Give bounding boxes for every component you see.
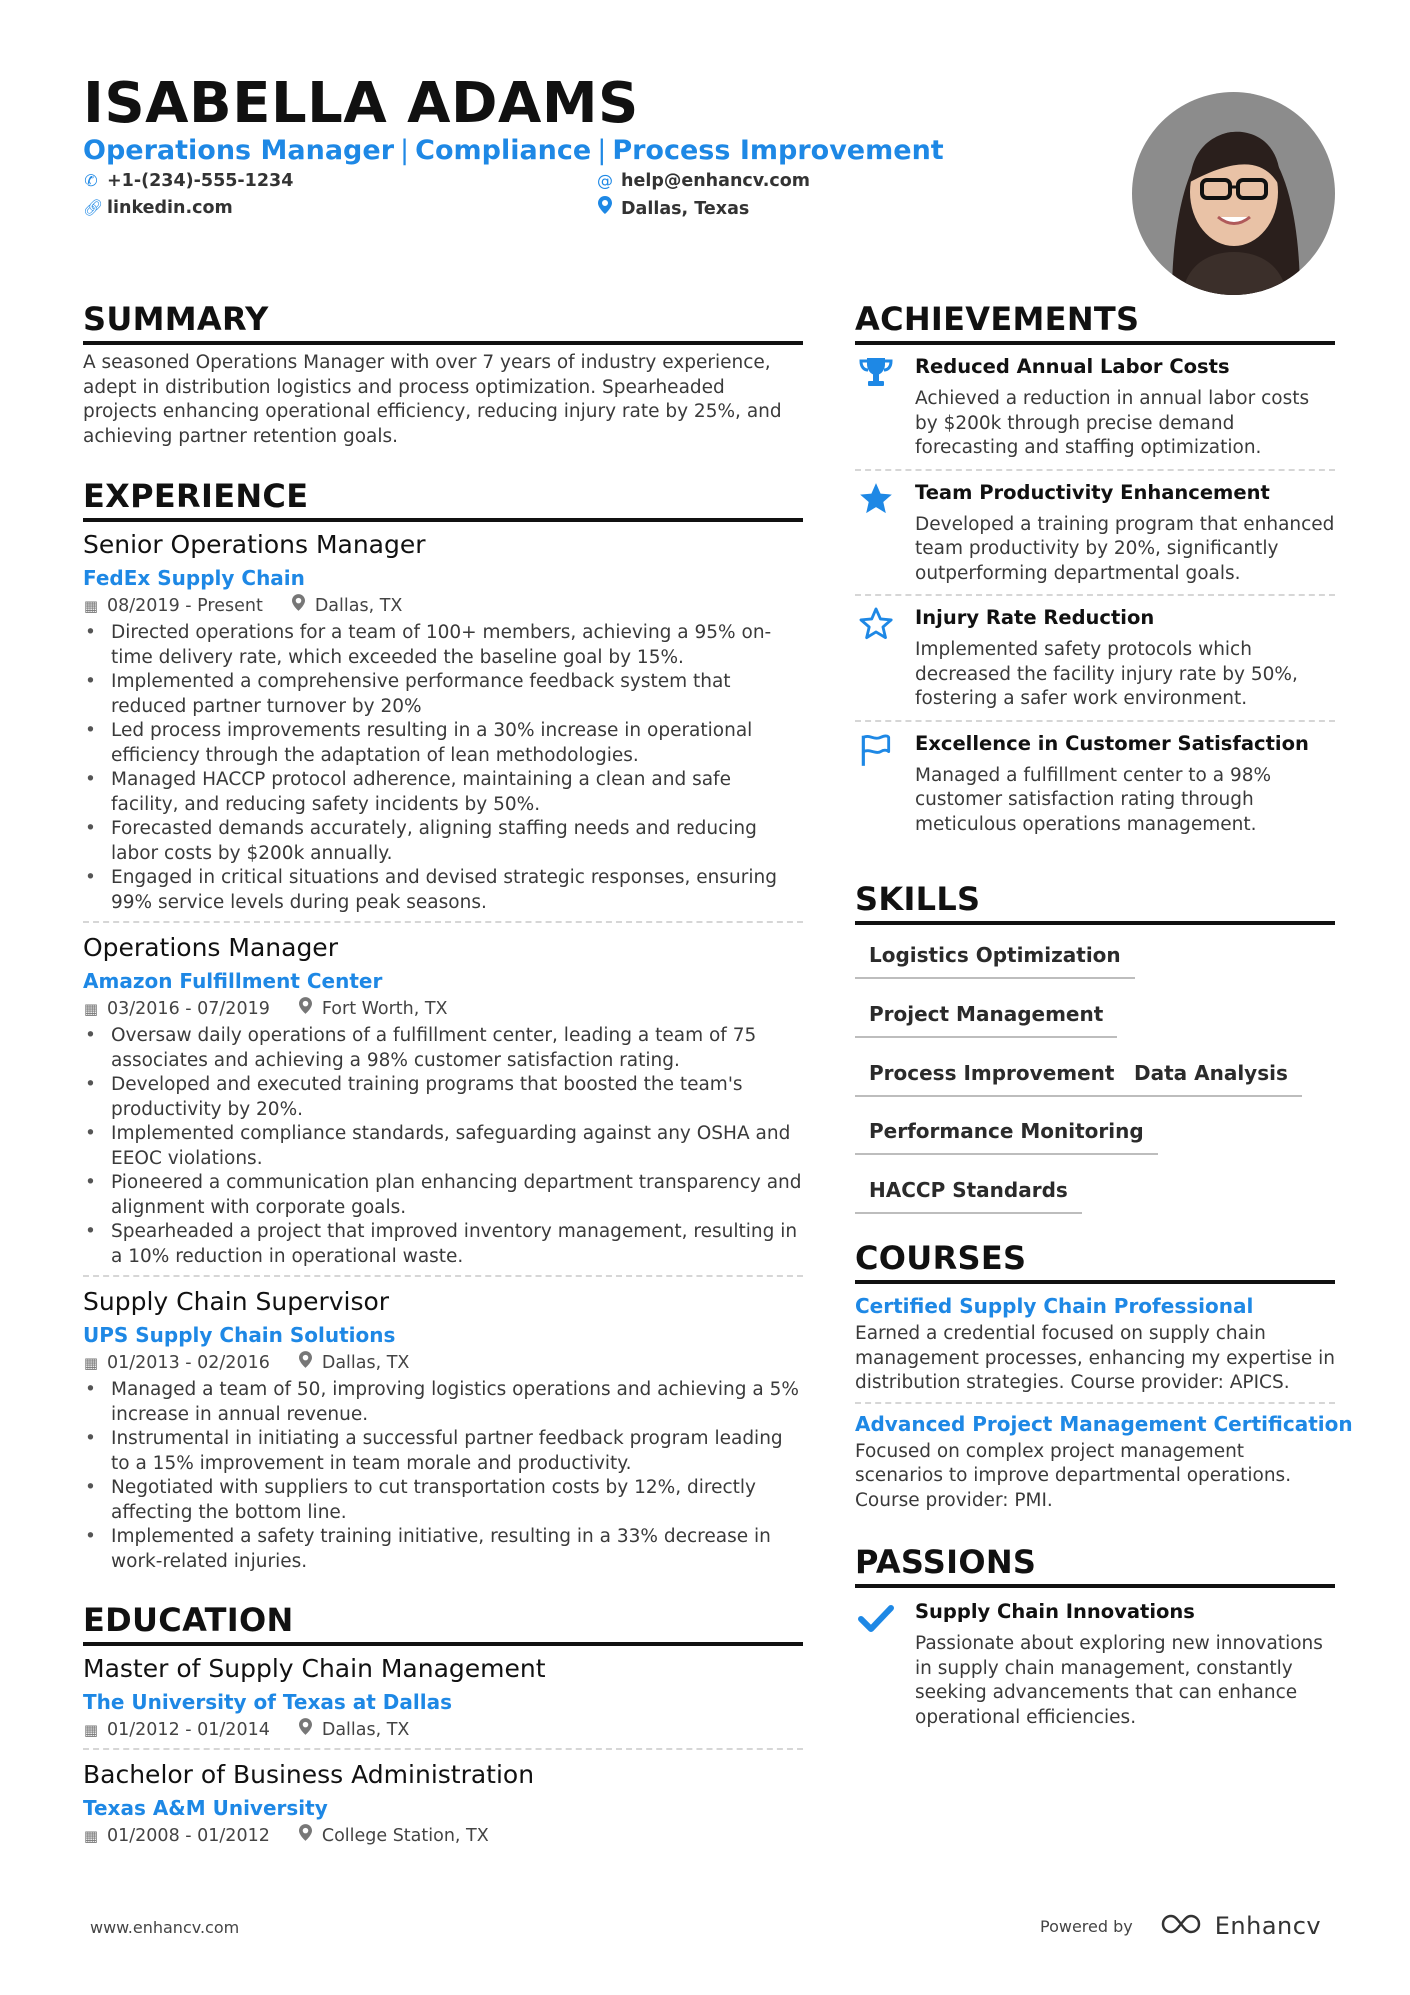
divider bbox=[855, 1402, 1335, 1404]
education-entry bbox=[83, 1652, 803, 1750]
contact-location: Dallas, Texas bbox=[597, 196, 749, 221]
bullet-item: • Managed a team of 50, improving logistics operations and achieving a 5% increase in annual revenue. bbox=[83, 1378, 803, 1427]
bullet-item: • Pioneered a communication plan enhancing department transparency and alignment with corporate goals. bbox=[83, 1171, 803, 1220]
job-dates: 08/2019 - Present bbox=[107, 596, 263, 616]
achievement-item bbox=[855, 730, 1335, 838]
job-location: Dallas, TX bbox=[314, 596, 403, 616]
education-location: Dallas, TX bbox=[321, 1720, 410, 1740]
job-bullets bbox=[83, 1378, 803, 1574]
footer-website[interactable]: www.enhancv.com bbox=[90, 1918, 240, 1937]
achievement-desc: Implemented safety protocols which decreased the facility injury rate by 50%, fostering a safer work environment. bbox=[915, 639, 1298, 709]
divider bbox=[855, 594, 1335, 596]
education-location: College Station, TX bbox=[321, 1826, 489, 1846]
job-meta bbox=[83, 997, 803, 1021]
skill-tag: Project Management bbox=[855, 1000, 1117, 1038]
section-title: EDUCATION bbox=[83, 1600, 803, 1646]
headline-item: Compliance bbox=[415, 135, 592, 166]
calendar-icon: ▦ bbox=[83, 1000, 99, 1018]
skill-tag: Process Improvement bbox=[855, 1059, 1128, 1097]
job-dates: 03/2016 - 07/2019 bbox=[107, 999, 270, 1019]
course-desc: Earned a credential focused on supply chain management processes, enhancing my expertise in distribution strategies. Course provider: APICS. bbox=[855, 1323, 1335, 1393]
achievement-item bbox=[855, 604, 1335, 722]
achievement-title: Team Productivity Enhancement bbox=[915, 480, 1270, 504]
bullet-item: • Engaged in critical situations and devised strategic responses, ensuring 99% service levels during peak seasons. bbox=[83, 866, 803, 915]
bullet-item: • Developed and executed training programs that boosted the team's productivity by 20%. bbox=[83, 1073, 803, 1122]
footer-branding bbox=[1040, 1912, 1321, 1940]
powered-by-label: Powered by bbox=[1040, 1916, 1133, 1936]
link-icon: 🔗︎ bbox=[83, 198, 104, 217]
profile-photo bbox=[1132, 92, 1335, 295]
divider bbox=[83, 921, 803, 923]
school: Texas A&M University bbox=[83, 1796, 328, 1820]
trophy-icon bbox=[855, 353, 897, 393]
course-title: Certified Supply Chain Professional bbox=[855, 1294, 1254, 1318]
job-role: Senior Operations Manager bbox=[83, 530, 426, 559]
skill-tag: Logistics Optimization bbox=[855, 941, 1135, 979]
education-entry bbox=[83, 1758, 803, 1848]
passion-item bbox=[855, 1598, 1335, 1730]
brand-name: Enhancv bbox=[1214, 1912, 1322, 1940]
contact-email[interactable]: @ help@enhancv.com bbox=[597, 171, 811, 191]
contact-phone: ✆ +1-(234)-555-1234 bbox=[84, 171, 294, 191]
course-item bbox=[855, 1292, 1335, 1404]
bullet-item: • Forecasted demands accurately, aligning staffing needs and reducing labor costs by $200k annually. bbox=[83, 817, 803, 866]
location-pin-icon bbox=[291, 594, 307, 618]
experience-section bbox=[83, 476, 803, 1574]
job-role: Supply Chain Supervisor bbox=[83, 1287, 390, 1316]
skill-tag: HACCP Standards bbox=[855, 1176, 1082, 1214]
section-title: EXPERIENCE bbox=[83, 476, 803, 522]
bullet-item: • Implemented a safety training initiative, resulting in a 33% decrease in work-related injuries. bbox=[83, 1525, 803, 1574]
education-dates: 01/2012 - 01/2014 bbox=[107, 1720, 270, 1740]
job-company: FedEx Supply Chain bbox=[83, 566, 305, 590]
job-bullets bbox=[83, 621, 803, 915]
achievement-desc: Achieved a reduction in annual labor costs by $200k through precise demand forecasting and staffing optimization. bbox=[915, 388, 1310, 458]
courses-section bbox=[855, 1238, 1353, 1513]
job-meta bbox=[83, 594, 803, 618]
degree: Bachelor of Business Administration bbox=[83, 1760, 535, 1789]
passions-section bbox=[855, 1542, 1335, 1730]
calendar-icon: ▦ bbox=[83, 1354, 99, 1372]
contact-linkedin[interactable]: 🔗︎ linkedin.com bbox=[83, 198, 233, 218]
job-location: Fort Worth, TX bbox=[321, 999, 448, 1019]
skills-section bbox=[855, 879, 1335, 1209]
achievements-section bbox=[855, 299, 1335, 837]
passion-title: Supply Chain Innovations bbox=[915, 1600, 1195, 1623]
achievement-desc: Managed a fulfillment center to a 98% customer satisfaction rating through meticulous operations management. bbox=[915, 764, 1272, 835]
candidate-name: ISABELLA ADAMS bbox=[83, 71, 639, 136]
location-pin-icon bbox=[298, 1718, 314, 1742]
section-title: COURSES bbox=[855, 1238, 1335, 1284]
achievement-title: Injury Rate Reduction bbox=[915, 606, 1155, 629]
job-role: Operations Manager bbox=[83, 933, 338, 962]
passion-desc: Passionate about exploring new innovations in supply chain management, constantly seeking advancements that can enhance operational efficiencies. bbox=[915, 1633, 1323, 1728]
achievement-title: Reduced Annual Labor Costs bbox=[915, 355, 1230, 378]
section-title: ACHIEVEMENTS bbox=[855, 299, 1335, 345]
job-location: Dallas, TX bbox=[321, 1353, 410, 1373]
skill-tag: Performance Monitoring bbox=[855, 1117, 1158, 1155]
bullet-item: • Implemented a comprehensive performance feedback system that reduced partner turnover by 20% bbox=[83, 670, 803, 719]
education-meta bbox=[83, 1718, 803, 1742]
bullet-item: • Implemented compliance standards, safeguarding against any OSHA and EEOC violations. bbox=[83, 1122, 803, 1171]
bullet-item: • Oversaw daily operations of a fulfillment center, leading a team of 75 associates and achieving a 98% customer satisfaction rating. bbox=[83, 1024, 803, 1073]
headline: Operations Manager | Compliance | Process Improvement bbox=[83, 135, 944, 166]
calendar-icon: ▦ bbox=[83, 597, 99, 615]
divider bbox=[855, 469, 1335, 471]
headline-item: Process Improvement bbox=[612, 135, 944, 166]
summary-section bbox=[83, 299, 803, 449]
location-pin-icon bbox=[298, 1351, 314, 1375]
calendar-icon: ▦ bbox=[83, 1721, 99, 1739]
at-icon: @ bbox=[597, 171, 613, 190]
divider bbox=[83, 1275, 803, 1277]
experience-entry bbox=[83, 528, 803, 923]
education-section bbox=[83, 1600, 803, 1848]
phone-icon: ✆ bbox=[84, 171, 98, 190]
job-dates: 01/2013 - 02/2016 bbox=[107, 1353, 270, 1373]
flag-icon bbox=[855, 730, 897, 770]
bullet-item: • Directed operations for a team of 100+ members, achieving a 95% on-time delivery rate, which exceeded the baseline goal by 15%. bbox=[83, 621, 803, 670]
job-meta bbox=[83, 1351, 803, 1375]
achievement-item bbox=[855, 353, 1335, 471]
star-filled-icon bbox=[855, 479, 897, 519]
checkmark-icon bbox=[855, 1598, 897, 1638]
bullet-item: • Negotiated with suppliers to cut transportation costs by 12%, directly affecting the bottom line. bbox=[83, 1476, 803, 1525]
achievement-title: Excellence in Customer Satisfaction bbox=[915, 731, 1309, 755]
location-pin-icon bbox=[298, 997, 314, 1021]
school: The University of Texas at Dallas bbox=[83, 1690, 452, 1714]
achievement-desc: Developed a training program that enhanced team productivity by 20%, significantly outperforming departmental goals. bbox=[915, 513, 1335, 584]
calendar-icon: ▦ bbox=[83, 1827, 99, 1845]
job-company: Amazon Fulfillment Center bbox=[83, 969, 383, 993]
summary-text: A seasoned Operations Manager with over 7 years of industry experience, adept in distribution logistics and process optimization. Spearheaded projects enhancing operational efficiency, reducing injury rate by 25%, and achieving partner retention goals. bbox=[83, 352, 782, 447]
bullet-item: • Managed HACCP protocol adherence, maintaining a clean and safe facility, and reducing safety incidents by 50%. bbox=[83, 768, 803, 817]
location-pin-icon bbox=[597, 196, 613, 221]
bullet-item: • Led process improvements resulting in a 30% increase in operational efficiency through the adaptation of lean methodologies. bbox=[83, 719, 803, 768]
section-title: SUMMARY bbox=[83, 299, 803, 345]
job-company: UPS Supply Chain Solutions bbox=[83, 1323, 396, 1347]
job-bullets bbox=[83, 1024, 803, 1269]
achievement-item bbox=[855, 479, 1335, 597]
experience-entry bbox=[83, 1285, 803, 1574]
bullet-item: • Instrumental in initiating a successful partner feedback program leading to a 15% improvement in team morale and productivity. bbox=[83, 1427, 803, 1476]
course-title: Advanced Project Management Certification bbox=[855, 1411, 1353, 1436]
education-meta bbox=[83, 1824, 803, 1848]
section-title: SKILLS bbox=[855, 879, 1335, 925]
skill-tag: Data Analysis bbox=[1120, 1059, 1302, 1097]
enhancv-logo-icon bbox=[1159, 1912, 1205, 1940]
section-title: PASSIONS bbox=[855, 1542, 1335, 1588]
headline-item: Operations Manager bbox=[83, 135, 395, 166]
divider bbox=[855, 720, 1335, 722]
course-desc: Focused on complex project management scenarios to improve departmental operations. Course provider: PMI. bbox=[855, 1440, 1292, 1511]
experience-entry bbox=[83, 931, 803, 1277]
degree: Master of Supply Chain Management bbox=[83, 1654, 546, 1683]
course-item bbox=[855, 1410, 1353, 1514]
star-outline-icon bbox=[855, 604, 897, 644]
bullet-item: • Spearheaded a project that improved inventory management, resulting in a 10% reduction in operational waste. bbox=[83, 1220, 803, 1269]
divider bbox=[83, 1748, 803, 1750]
location-pin-icon bbox=[298, 1824, 314, 1848]
education-dates: 01/2008 - 01/2012 bbox=[107, 1826, 270, 1846]
